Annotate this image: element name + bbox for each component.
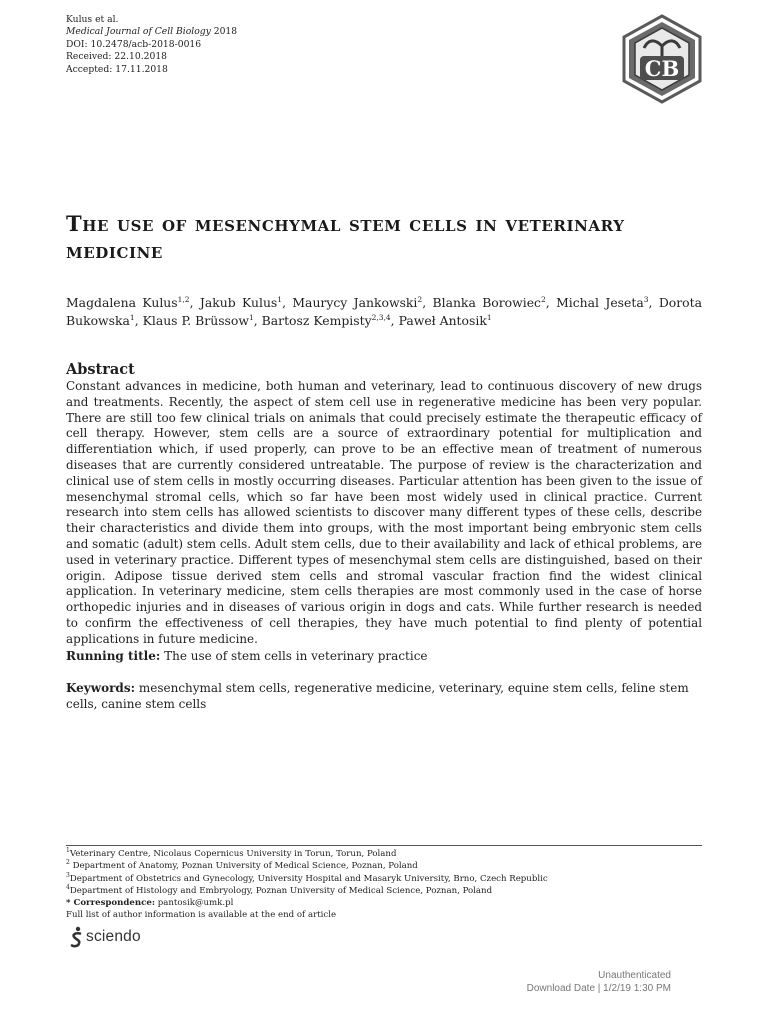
journal-logo: [620, 14, 704, 104]
author-affiliation: 2,3,4: [371, 312, 391, 322]
author: [556, 295, 648, 310]
journal-year: 2018: [213, 26, 238, 38]
author-affiliation: 1: [248, 312, 254, 322]
journal-name: Medical Journal of Cell Biology: [66, 26, 211, 38]
journal-line: [66, 26, 237, 38]
author: [200, 295, 282, 310]
author-name: Michal Jeseta: [556, 295, 644, 310]
author-name: Dorota Bukowska: [66, 295, 702, 328]
author-name: Maurycy Jankowski: [292, 295, 418, 310]
article-title: The use of mesenchymal stem cells in veterinary medicine: [66, 211, 625, 263]
correspondence: [66, 897, 706, 909]
author-affiliation: 1: [129, 312, 135, 322]
correspondence-label: * Correspondence:: [66, 898, 156, 909]
author-name: Magdalena Kulus: [66, 295, 178, 310]
keywords-text: mesenchymal stem cells, regenerative medicine, veterinary, equine stem cells, feline stem cells, canine stem cells: [66, 681, 689, 711]
author-affiliation: 1,2: [177, 294, 190, 304]
author: [143, 313, 254, 328]
author-affiliation: 2: [417, 294, 423, 304]
author: [66, 295, 190, 310]
full-author-list-note: Full list of author information is available at the end of article: [66, 910, 337, 921]
sciendo-icon: [70, 926, 83, 948]
running-title-text: The use of stem cells in veterinary practice: [164, 649, 428, 663]
download-watermark: [527, 970, 671, 995]
received-date: Received: 22.10.2018: [66, 51, 168, 63]
affiliation-3: $^3$Department of Obstetrics and Gynecology, University Hospital and Masaryk University, Brno, Czech Republic: [66, 871, 548, 884]
author-name: Paweł Antosik: [398, 312, 487, 328]
doi: DOI: 10.2478/acb-2018-0016: [66, 38, 202, 50]
author-name: Jakub Kulus: [199, 295, 278, 310]
journal-logo-icon: [620, 14, 704, 104]
accepted-date: Accepted: 17.11.2018: [66, 63, 168, 75]
publisher-logo: [70, 926, 141, 948]
watermark-date: Download Date | 1/2/19 1:30 PM: [526, 982, 671, 994]
author-affiliation: 3: [643, 294, 649, 304]
author: [262, 313, 391, 328]
author-affiliation: 1: [277, 294, 283, 304]
keywords: [66, 680, 702, 712]
affiliation-1: $^1$Veterinary Centre, Nicolaus Copernicus University in Torun, Torun, Poland: [66, 847, 397, 859]
publisher-name: sciendo: [86, 928, 141, 945]
logo-text: CB: [644, 56, 680, 81]
article-meta: [66, 14, 237, 76]
author-name: Klaus P. Brüssow: [142, 312, 249, 328]
affiliation-4: $^4$Department of Histology and Embryology, Poznan University of Medical Science, Poznan, Poland: [66, 884, 493, 896]
author: [399, 313, 492, 328]
watermark-status: Unauthenticated: [598, 970, 671, 981]
author-name: Bartosz Kempisty: [261, 312, 372, 328]
author-affiliation: 1: [486, 312, 492, 322]
abstract-text: Constant advances in medicine, both human and veterinary, lead to continuous discovery of new drugs and treatments. Recently, the aspect of stem cell use in regenerative medicine has been very popular. There are still too few clinical trials on animals that could precisely estimate the therapeutic efficacy of cell therapy. However, stem cells are a source of extraordinary potential for multiplication and differentiation which, if used properly, can prove to be an effective mean of treatment of numerous diseases that are currently considered untreatable. The purpose of review is the characterization and clinical use of stem cells in mostly occurring diseases. Particular attention has been given to the issue of mesenchymal stromal cells, which so far have been most widely used in clinical practice. Current research into stem cells has allowed scientists to discover many different types of these cells, describe their characteristics and divide them into groups, with the most important being embryonic stem cells and somatic (adult) stem cells. Adult stem cells, due to their availability and lack of ethical problems, are used in veterinary practice. Different types of mesenchymal stem cells are distinguished, based on their origin. Adipose tissue derived stem cells and stromal vascular fraction find the widest clinical application. In veterinary medicine, stem cells therapies are most commonly used in the case of horse orthopedic injuries and in diseases of various origin in dogs and cats. While further research is needed to confirm the effectiveness of cell therapies, they have much potential to find plenty of potential applications in future medicine.: [66, 379, 702, 646]
affiliation-2: $^2$ Department of Anatomy, Poznan University of Medical Science, Poznan, Poland: [66, 859, 418, 872]
running-title: [66, 648, 702, 664]
running-title-label: Running title:: [66, 649, 161, 663]
correspondence-email[interactable]: pantosik@umk.pl: [157, 898, 234, 909]
running-authors: Kulus et al.: [66, 14, 119, 25]
author: [292, 295, 422, 310]
author: [433, 295, 546, 310]
author-name: Blanka Borowiec: [432, 295, 541, 310]
keywords-label: Keywords:: [66, 681, 136, 695]
author-list: Magdalena Kulus$^{1,2}$, Jakub Kulus$^1$, Maurycy Jankowski$^2$, Blanka Borowiec$^2$, Michal Jeseta$^3$, Dorota Bukowska$^1$, Klaus P. Brüssow$^1$, Bartosz Kempisty$^{2,3,4}$, Paweł Antosik$^1$: [66, 294, 702, 328]
author-affiliation: 2: [541, 294, 546, 304]
footnotes: [66, 848, 706, 922]
footnote-divider: [66, 845, 702, 846]
abstract-heading: Abstract: [66, 361, 135, 378]
